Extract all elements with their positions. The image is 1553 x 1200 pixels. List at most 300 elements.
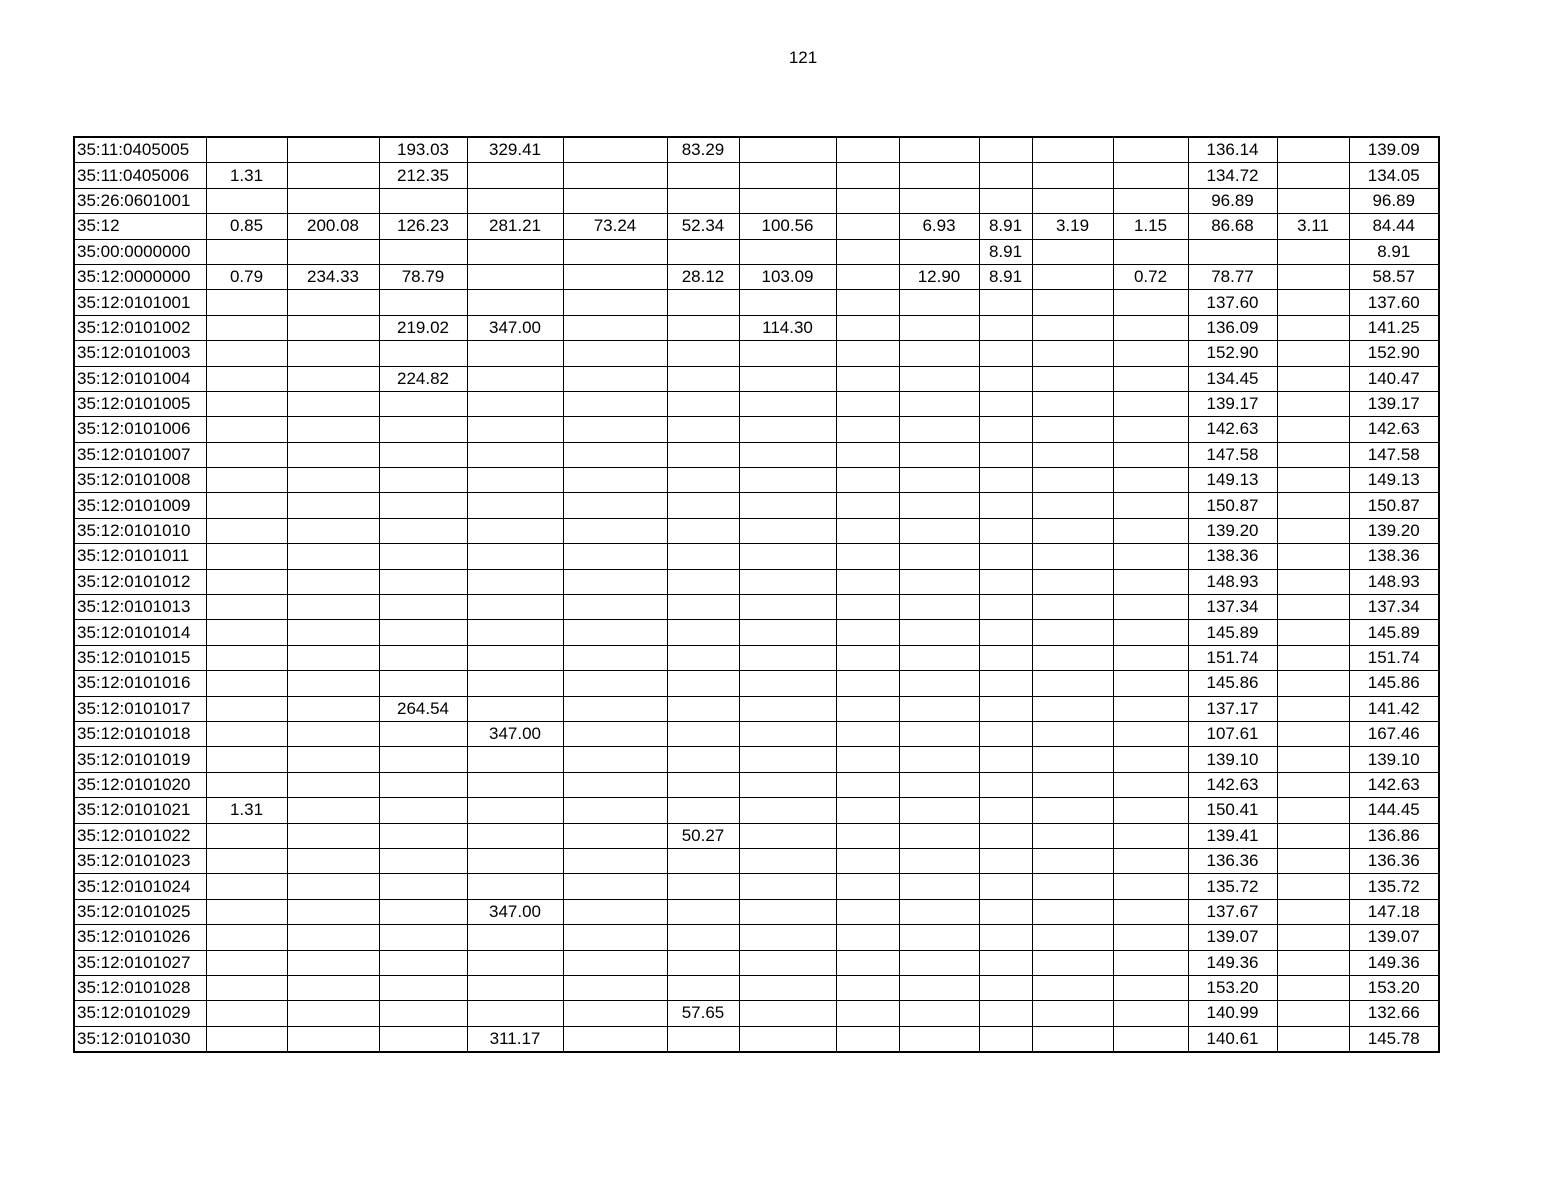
value-cell bbox=[899, 442, 979, 467]
value-cell bbox=[667, 569, 739, 594]
value-cell bbox=[379, 544, 467, 569]
parcel-code-cell: 35:12:0101023 bbox=[74, 848, 206, 873]
value-cell bbox=[899, 569, 979, 594]
value-cell bbox=[287, 518, 379, 543]
value-cell: 153.20 bbox=[1349, 975, 1439, 1000]
value-cell bbox=[467, 823, 563, 848]
value-cell: 126.23 bbox=[379, 214, 467, 239]
parcel-code-cell: 35:12:0000000 bbox=[74, 264, 206, 289]
value-cell bbox=[899, 848, 979, 873]
value-cell: 150.87 bbox=[1349, 493, 1439, 518]
value-cell bbox=[739, 493, 836, 518]
value-cell bbox=[287, 645, 379, 670]
value-cell: 347.00 bbox=[467, 315, 563, 340]
value-cell: 141.42 bbox=[1349, 696, 1439, 721]
value-cell bbox=[1277, 163, 1349, 188]
value-cell bbox=[379, 239, 467, 264]
value-cell: 347.00 bbox=[467, 721, 563, 746]
value-cell bbox=[667, 442, 739, 467]
table-row bbox=[74, 874, 1439, 899]
value-cell: 139.20 bbox=[1349, 518, 1439, 543]
value-cell: 139.07 bbox=[1349, 925, 1439, 950]
value-cell bbox=[467, 544, 563, 569]
value-cell bbox=[206, 366, 287, 391]
table-row bbox=[74, 1001, 1439, 1026]
value-cell bbox=[1113, 239, 1188, 264]
value-cell: 86.68 bbox=[1188, 214, 1277, 239]
value-cell: 3.11 bbox=[1277, 214, 1349, 239]
value-cell bbox=[379, 874, 467, 899]
value-cell bbox=[1113, 848, 1188, 873]
value-cell bbox=[563, 366, 667, 391]
value-cell bbox=[563, 442, 667, 467]
value-cell bbox=[287, 721, 379, 746]
value-cell: 136.36 bbox=[1188, 848, 1277, 873]
value-cell bbox=[379, 493, 467, 518]
value-cell: 145.89 bbox=[1349, 620, 1439, 645]
value-cell: 1.31 bbox=[206, 163, 287, 188]
value-cell bbox=[563, 569, 667, 594]
value-cell: 84.44 bbox=[1349, 214, 1439, 239]
value-cell bbox=[979, 417, 1032, 442]
value-cell: 200.08 bbox=[287, 214, 379, 239]
value-cell bbox=[899, 772, 979, 797]
value-cell bbox=[667, 391, 739, 416]
value-cell bbox=[379, 391, 467, 416]
value-cell bbox=[979, 721, 1032, 746]
table-body bbox=[74, 137, 1439, 1052]
value-cell bbox=[1277, 721, 1349, 746]
value-cell bbox=[563, 975, 667, 1000]
value-cell bbox=[563, 290, 667, 315]
value-cell bbox=[287, 442, 379, 467]
value-cell bbox=[467, 366, 563, 391]
value-cell bbox=[1277, 671, 1349, 696]
value-cell bbox=[1113, 721, 1188, 746]
value-cell bbox=[563, 620, 667, 645]
value-cell bbox=[667, 696, 739, 721]
value-cell bbox=[1032, 493, 1113, 518]
value-cell bbox=[1032, 1001, 1113, 1026]
value-cell bbox=[836, 925, 899, 950]
value-cell: 28.12 bbox=[667, 264, 739, 289]
page-number: 121 bbox=[788, 48, 818, 67]
value-cell bbox=[563, 671, 667, 696]
value-cell bbox=[836, 569, 899, 594]
value-cell bbox=[206, 645, 287, 670]
table-row bbox=[74, 239, 1439, 264]
value-cell: 6.93 bbox=[899, 214, 979, 239]
value-cell: 149.13 bbox=[1188, 468, 1277, 493]
parcel-code-cell: 35:12:0101024 bbox=[74, 874, 206, 899]
value-cell: 52.34 bbox=[667, 214, 739, 239]
value-cell bbox=[563, 468, 667, 493]
table-row bbox=[74, 315, 1439, 340]
value-cell bbox=[667, 620, 739, 645]
value-cell bbox=[979, 366, 1032, 391]
value-cell bbox=[379, 290, 467, 315]
value-cell bbox=[899, 137, 979, 163]
table-row bbox=[74, 391, 1439, 416]
value-cell bbox=[1113, 544, 1188, 569]
value-cell bbox=[287, 137, 379, 163]
value-cell bbox=[1277, 874, 1349, 899]
value-cell bbox=[739, 848, 836, 873]
value-cell bbox=[667, 518, 739, 543]
value-cell bbox=[1032, 163, 1113, 188]
table-row bbox=[74, 163, 1439, 188]
value-cell bbox=[206, 874, 287, 899]
value-cell bbox=[467, 671, 563, 696]
value-cell bbox=[287, 899, 379, 924]
value-cell bbox=[467, 747, 563, 772]
parcel-code-cell: 35:12:0101025 bbox=[74, 899, 206, 924]
value-cell bbox=[899, 671, 979, 696]
value-cell bbox=[206, 950, 287, 975]
value-cell bbox=[467, 975, 563, 1000]
value-cell bbox=[979, 950, 1032, 975]
value-cell bbox=[1032, 366, 1113, 391]
parcel-code-cell: 35:12:0101004 bbox=[74, 366, 206, 391]
value-cell bbox=[1032, 188, 1113, 213]
value-cell bbox=[1277, 544, 1349, 569]
table-row bbox=[74, 595, 1439, 620]
value-cell: 50.27 bbox=[667, 823, 739, 848]
value-cell bbox=[739, 925, 836, 950]
value-cell bbox=[206, 899, 287, 924]
value-cell bbox=[287, 848, 379, 873]
value-cell bbox=[379, 442, 467, 467]
value-cell bbox=[1113, 569, 1188, 594]
value-cell: 139.17 bbox=[1349, 391, 1439, 416]
value-cell bbox=[739, 391, 836, 416]
value-cell bbox=[979, 620, 1032, 645]
value-cell bbox=[1032, 239, 1113, 264]
value-cell: 150.87 bbox=[1188, 493, 1277, 518]
value-cell bbox=[836, 620, 899, 645]
value-cell bbox=[836, 341, 899, 366]
value-cell bbox=[563, 341, 667, 366]
value-cell bbox=[563, 1026, 667, 1052]
value-cell bbox=[563, 772, 667, 797]
value-cell bbox=[467, 1001, 563, 1026]
value-cell bbox=[287, 493, 379, 518]
value-cell: 145.78 bbox=[1349, 1026, 1439, 1052]
value-cell: 224.82 bbox=[379, 366, 467, 391]
value-cell bbox=[1277, 595, 1349, 620]
value-cell bbox=[836, 899, 899, 924]
value-cell bbox=[1277, 798, 1349, 823]
value-cell bbox=[667, 341, 739, 366]
value-cell bbox=[899, 163, 979, 188]
value-cell bbox=[979, 468, 1032, 493]
value-cell bbox=[287, 696, 379, 721]
value-cell bbox=[563, 950, 667, 975]
value-cell bbox=[836, 214, 899, 239]
table-row bbox=[74, 569, 1439, 594]
value-cell: 8.91 bbox=[1349, 239, 1439, 264]
value-cell bbox=[287, 417, 379, 442]
value-cell bbox=[836, 696, 899, 721]
value-cell bbox=[836, 798, 899, 823]
value-cell bbox=[836, 950, 899, 975]
value-cell bbox=[563, 747, 667, 772]
value-cell bbox=[836, 264, 899, 289]
value-cell bbox=[1113, 493, 1188, 518]
value-cell bbox=[1113, 595, 1188, 620]
table-row bbox=[74, 417, 1439, 442]
value-cell bbox=[1113, 975, 1188, 1000]
value-cell bbox=[287, 874, 379, 899]
value-cell bbox=[739, 1026, 836, 1052]
value-cell bbox=[206, 595, 287, 620]
table-row bbox=[74, 620, 1439, 645]
value-cell bbox=[1032, 874, 1113, 899]
value-cell bbox=[467, 620, 563, 645]
value-cell bbox=[563, 544, 667, 569]
value-cell bbox=[899, 874, 979, 899]
value-cell bbox=[1277, 823, 1349, 848]
value-cell bbox=[287, 798, 379, 823]
value-cell bbox=[1188, 239, 1277, 264]
value-cell bbox=[206, 721, 287, 746]
value-cell bbox=[467, 696, 563, 721]
value-cell: 152.90 bbox=[1188, 341, 1277, 366]
value-cell bbox=[379, 823, 467, 848]
value-cell: 83.29 bbox=[667, 137, 739, 163]
value-cell: 135.72 bbox=[1349, 874, 1439, 899]
value-cell bbox=[1277, 468, 1349, 493]
value-cell bbox=[1113, 1001, 1188, 1026]
value-cell bbox=[667, 468, 739, 493]
value-cell bbox=[836, 645, 899, 670]
value-cell bbox=[1113, 163, 1188, 188]
value-cell bbox=[467, 442, 563, 467]
value-cell bbox=[836, 239, 899, 264]
value-cell bbox=[979, 772, 1032, 797]
value-cell bbox=[379, 798, 467, 823]
value-cell: 145.86 bbox=[1349, 671, 1439, 696]
value-cell bbox=[739, 899, 836, 924]
value-cell bbox=[206, 518, 287, 543]
value-cell bbox=[667, 645, 739, 670]
value-cell bbox=[467, 341, 563, 366]
table-row bbox=[74, 366, 1439, 391]
value-cell bbox=[667, 1026, 739, 1052]
value-cell bbox=[206, 391, 287, 416]
value-cell bbox=[899, 798, 979, 823]
value-cell bbox=[379, 645, 467, 670]
parcel-code-cell: 35:12:0101007 bbox=[74, 442, 206, 467]
value-cell bbox=[1032, 620, 1113, 645]
value-cell: 149.36 bbox=[1349, 950, 1439, 975]
value-cell bbox=[1032, 645, 1113, 670]
value-cell bbox=[979, 925, 1032, 950]
value-cell bbox=[563, 645, 667, 670]
value-cell bbox=[1277, 518, 1349, 543]
table-row bbox=[74, 468, 1439, 493]
value-cell: 153.20 bbox=[1188, 975, 1277, 1000]
value-cell bbox=[206, 772, 287, 797]
value-cell bbox=[563, 1001, 667, 1026]
value-cell bbox=[467, 925, 563, 950]
value-cell: 150.41 bbox=[1188, 798, 1277, 823]
value-cell bbox=[667, 721, 739, 746]
parcel-code-cell: 35:12:0101006 bbox=[74, 417, 206, 442]
parcel-code-cell: 35:12:0101027 bbox=[74, 950, 206, 975]
value-cell bbox=[563, 595, 667, 620]
value-cell: 136.09 bbox=[1188, 315, 1277, 340]
value-cell bbox=[979, 391, 1032, 416]
parcel-code-cell: 35:12:0101010 bbox=[74, 518, 206, 543]
value-cell bbox=[836, 747, 899, 772]
value-cell: 140.99 bbox=[1188, 1001, 1277, 1026]
value-cell bbox=[667, 595, 739, 620]
table-row bbox=[74, 1026, 1439, 1052]
value-cell bbox=[1113, 442, 1188, 467]
value-cell bbox=[899, 1026, 979, 1052]
value-cell bbox=[1113, 671, 1188, 696]
value-cell: 152.90 bbox=[1349, 341, 1439, 366]
value-cell bbox=[287, 1026, 379, 1052]
value-cell: 136.14 bbox=[1188, 137, 1277, 163]
value-cell bbox=[287, 569, 379, 594]
value-cell bbox=[739, 950, 836, 975]
value-cell bbox=[739, 798, 836, 823]
value-cell: 139.07 bbox=[1188, 925, 1277, 950]
value-cell bbox=[287, 747, 379, 772]
value-cell bbox=[563, 874, 667, 899]
value-cell: 145.89 bbox=[1188, 620, 1277, 645]
value-cell: 0.72 bbox=[1113, 264, 1188, 289]
value-cell bbox=[899, 696, 979, 721]
value-cell bbox=[1032, 417, 1113, 442]
value-cell bbox=[1113, 925, 1188, 950]
table-row bbox=[74, 493, 1439, 518]
value-cell bbox=[563, 823, 667, 848]
value-cell bbox=[739, 239, 836, 264]
value-cell bbox=[739, 645, 836, 670]
value-cell bbox=[1277, 341, 1349, 366]
value-cell bbox=[739, 696, 836, 721]
value-cell bbox=[836, 772, 899, 797]
value-cell bbox=[1113, 417, 1188, 442]
value-cell: 137.17 bbox=[1188, 696, 1277, 721]
value-cell bbox=[379, 671, 467, 696]
value-cell bbox=[979, 696, 1032, 721]
value-cell bbox=[1113, 823, 1188, 848]
value-cell: 134.05 bbox=[1349, 163, 1439, 188]
value-cell bbox=[739, 772, 836, 797]
value-cell: 137.60 bbox=[1188, 290, 1277, 315]
value-cell bbox=[563, 696, 667, 721]
value-cell bbox=[1032, 823, 1113, 848]
value-cell bbox=[287, 595, 379, 620]
value-cell bbox=[467, 188, 563, 213]
value-cell: 212.35 bbox=[379, 163, 467, 188]
value-cell bbox=[563, 264, 667, 289]
value-cell bbox=[563, 518, 667, 543]
value-cell bbox=[979, 290, 1032, 315]
value-cell bbox=[667, 366, 739, 391]
value-cell bbox=[667, 493, 739, 518]
value-cell bbox=[563, 798, 667, 823]
value-cell bbox=[206, 671, 287, 696]
parcel-code-cell: 35:12:0101019 bbox=[74, 747, 206, 772]
value-cell: 136.86 bbox=[1349, 823, 1439, 848]
parcel-code-cell: 35:12:0101009 bbox=[74, 493, 206, 518]
value-cell bbox=[206, 493, 287, 518]
value-cell bbox=[1032, 721, 1113, 746]
value-cell bbox=[379, 620, 467, 645]
value-cell bbox=[739, 290, 836, 315]
value-cell bbox=[739, 569, 836, 594]
parcel-code-cell: 35:12:0101022 bbox=[74, 823, 206, 848]
value-cell bbox=[899, 645, 979, 670]
table-row bbox=[74, 772, 1439, 797]
value-cell bbox=[1032, 595, 1113, 620]
value-cell bbox=[979, 671, 1032, 696]
value-cell: 141.25 bbox=[1349, 315, 1439, 340]
value-cell bbox=[979, 315, 1032, 340]
value-cell bbox=[467, 518, 563, 543]
value-cell bbox=[379, 721, 467, 746]
value-cell: 234.33 bbox=[287, 264, 379, 289]
value-cell bbox=[899, 823, 979, 848]
value-cell bbox=[836, 417, 899, 442]
value-cell bbox=[206, 569, 287, 594]
value-cell bbox=[1113, 696, 1188, 721]
parcel-code-cell: 35:12 bbox=[74, 214, 206, 239]
value-cell bbox=[979, 442, 1032, 467]
value-cell bbox=[379, 188, 467, 213]
value-cell bbox=[979, 747, 1032, 772]
value-cell: 219.02 bbox=[379, 315, 467, 340]
parcel-code-cell: 35:12:0101029 bbox=[74, 1001, 206, 1026]
value-cell bbox=[206, 848, 287, 873]
value-cell bbox=[1032, 899, 1113, 924]
value-cell bbox=[563, 391, 667, 416]
value-cell bbox=[739, 975, 836, 1000]
value-cell bbox=[739, 874, 836, 899]
parcel-code-cell: 35:12:0101020 bbox=[74, 772, 206, 797]
value-cell bbox=[1113, 341, 1188, 366]
value-cell bbox=[836, 671, 899, 696]
value-cell: 147.58 bbox=[1188, 442, 1277, 467]
value-cell bbox=[206, 442, 287, 467]
value-cell bbox=[287, 671, 379, 696]
value-cell bbox=[1032, 772, 1113, 797]
value-cell bbox=[836, 1001, 899, 1026]
parcel-code-cell: 35:12:0101005 bbox=[74, 391, 206, 416]
value-cell: 347.00 bbox=[467, 899, 563, 924]
value-cell bbox=[667, 975, 739, 1000]
value-cell bbox=[979, 1026, 1032, 1052]
value-cell: 114.30 bbox=[739, 315, 836, 340]
value-cell bbox=[836, 315, 899, 340]
value-cell bbox=[1113, 290, 1188, 315]
value-cell: 0.79 bbox=[206, 264, 287, 289]
value-cell bbox=[563, 188, 667, 213]
value-cell bbox=[467, 391, 563, 416]
value-cell bbox=[667, 747, 739, 772]
value-cell: 281.21 bbox=[467, 214, 563, 239]
value-cell bbox=[899, 899, 979, 924]
value-cell bbox=[379, 925, 467, 950]
value-cell: 149.13 bbox=[1349, 468, 1439, 493]
value-cell bbox=[563, 925, 667, 950]
value-cell bbox=[979, 1001, 1032, 1026]
